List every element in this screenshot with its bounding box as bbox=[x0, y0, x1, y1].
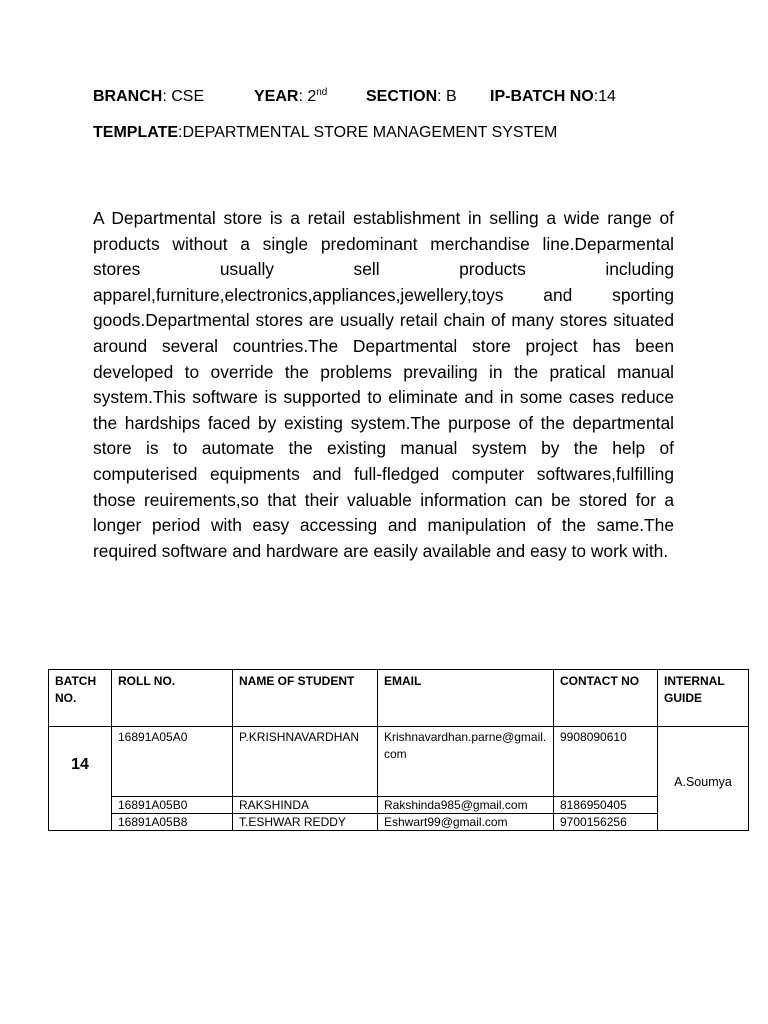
contact-no-cell: 9908090610 bbox=[554, 727, 658, 797]
roll-no-cell: 16891A05A0 bbox=[112, 727, 233, 797]
student-name-cell: P.KRISHNAVARDHAN bbox=[233, 727, 378, 797]
template-value: :DEPARTMENTAL STORE MANAGEMENT SYSTEM bbox=[178, 124, 558, 141]
section-value: : B bbox=[437, 88, 457, 105]
contact-no-cell: 8186950405 bbox=[554, 797, 658, 814]
branch-label: BRANCH bbox=[93, 88, 163, 105]
year-label: YEAR bbox=[254, 88, 299, 105]
header-batch-no: BATCH NO. bbox=[49, 670, 112, 727]
table-header-row bbox=[49, 670, 749, 727]
section-label: SECTION bbox=[366, 88, 438, 105]
roll-no-cell: 16891A05B0 bbox=[112, 797, 233, 814]
template-line bbox=[93, 124, 557, 142]
internal-guide-cell: A.Soumya bbox=[658, 727, 749, 831]
student-name-cell: RAKSHINDA bbox=[233, 797, 378, 814]
year-superscript: nd bbox=[316, 87, 328, 98]
template-label: TEMPLATE bbox=[93, 124, 179, 141]
student-table bbox=[48, 669, 749, 831]
email-cell: Krishnavardhan.parne@gmail.com bbox=[378, 727, 554, 797]
batch-number-cell: 14 bbox=[49, 727, 112, 831]
table-row bbox=[49, 797, 749, 814]
batch-label: IP-BATCH NO bbox=[490, 88, 594, 105]
header-internal-guide: INTERNAL GUIDE bbox=[658, 670, 749, 727]
header-email: EMAIL bbox=[378, 670, 554, 727]
batch-value: :14 bbox=[593, 88, 616, 105]
table-row bbox=[49, 727, 749, 797]
email-cell: Eshwart99@gmail.com bbox=[378, 814, 554, 831]
header-student-name: NAME OF STUDENT bbox=[233, 670, 378, 727]
year-value: : 2 bbox=[298, 88, 317, 105]
header-contact-no: CONTACT NO bbox=[554, 670, 658, 727]
header-roll-no: ROLL NO. bbox=[112, 670, 233, 727]
branch-value: : CSE bbox=[162, 88, 205, 105]
branch-field bbox=[93, 88, 204, 106]
table-row bbox=[49, 814, 749, 831]
student-name-cell: T.ESHWAR REDDY bbox=[233, 814, 378, 831]
email-cell: Rakshinda985@gmail.com bbox=[378, 797, 554, 814]
roll-no-cell: 16891A05B8 bbox=[112, 814, 233, 831]
description-paragraph: A Departmental store is a retail establishment in selling a wide range of products without a single predominant merchandise line.Deparmental stores usually sell products including apparel,furniture,electronics,appliances,jewellery,toys and sporting goods.Departmental stores are usually retail chain of many stores situated around several countries.The Departmental store project has been developed to override the problems prevailing in the pratical manual system.This software is supported to eliminate and in some cases reduce the hardships faced by existing system.The purpose of the departmental store is to automate the existing manual system by the help of computerised equipments and full-fledged computer softwares,fulfilling those reuirements,so that their valuable information can be stored for a longer period with easy accessing and manipulation of the same.The required software and hardware are easily available and easy to work with. bbox=[93, 208, 674, 561]
section-field bbox=[366, 88, 457, 106]
year-field bbox=[254, 88, 327, 106]
batch-field bbox=[490, 88, 616, 106]
contact-no-cell: 9700156256 bbox=[554, 814, 658, 831]
